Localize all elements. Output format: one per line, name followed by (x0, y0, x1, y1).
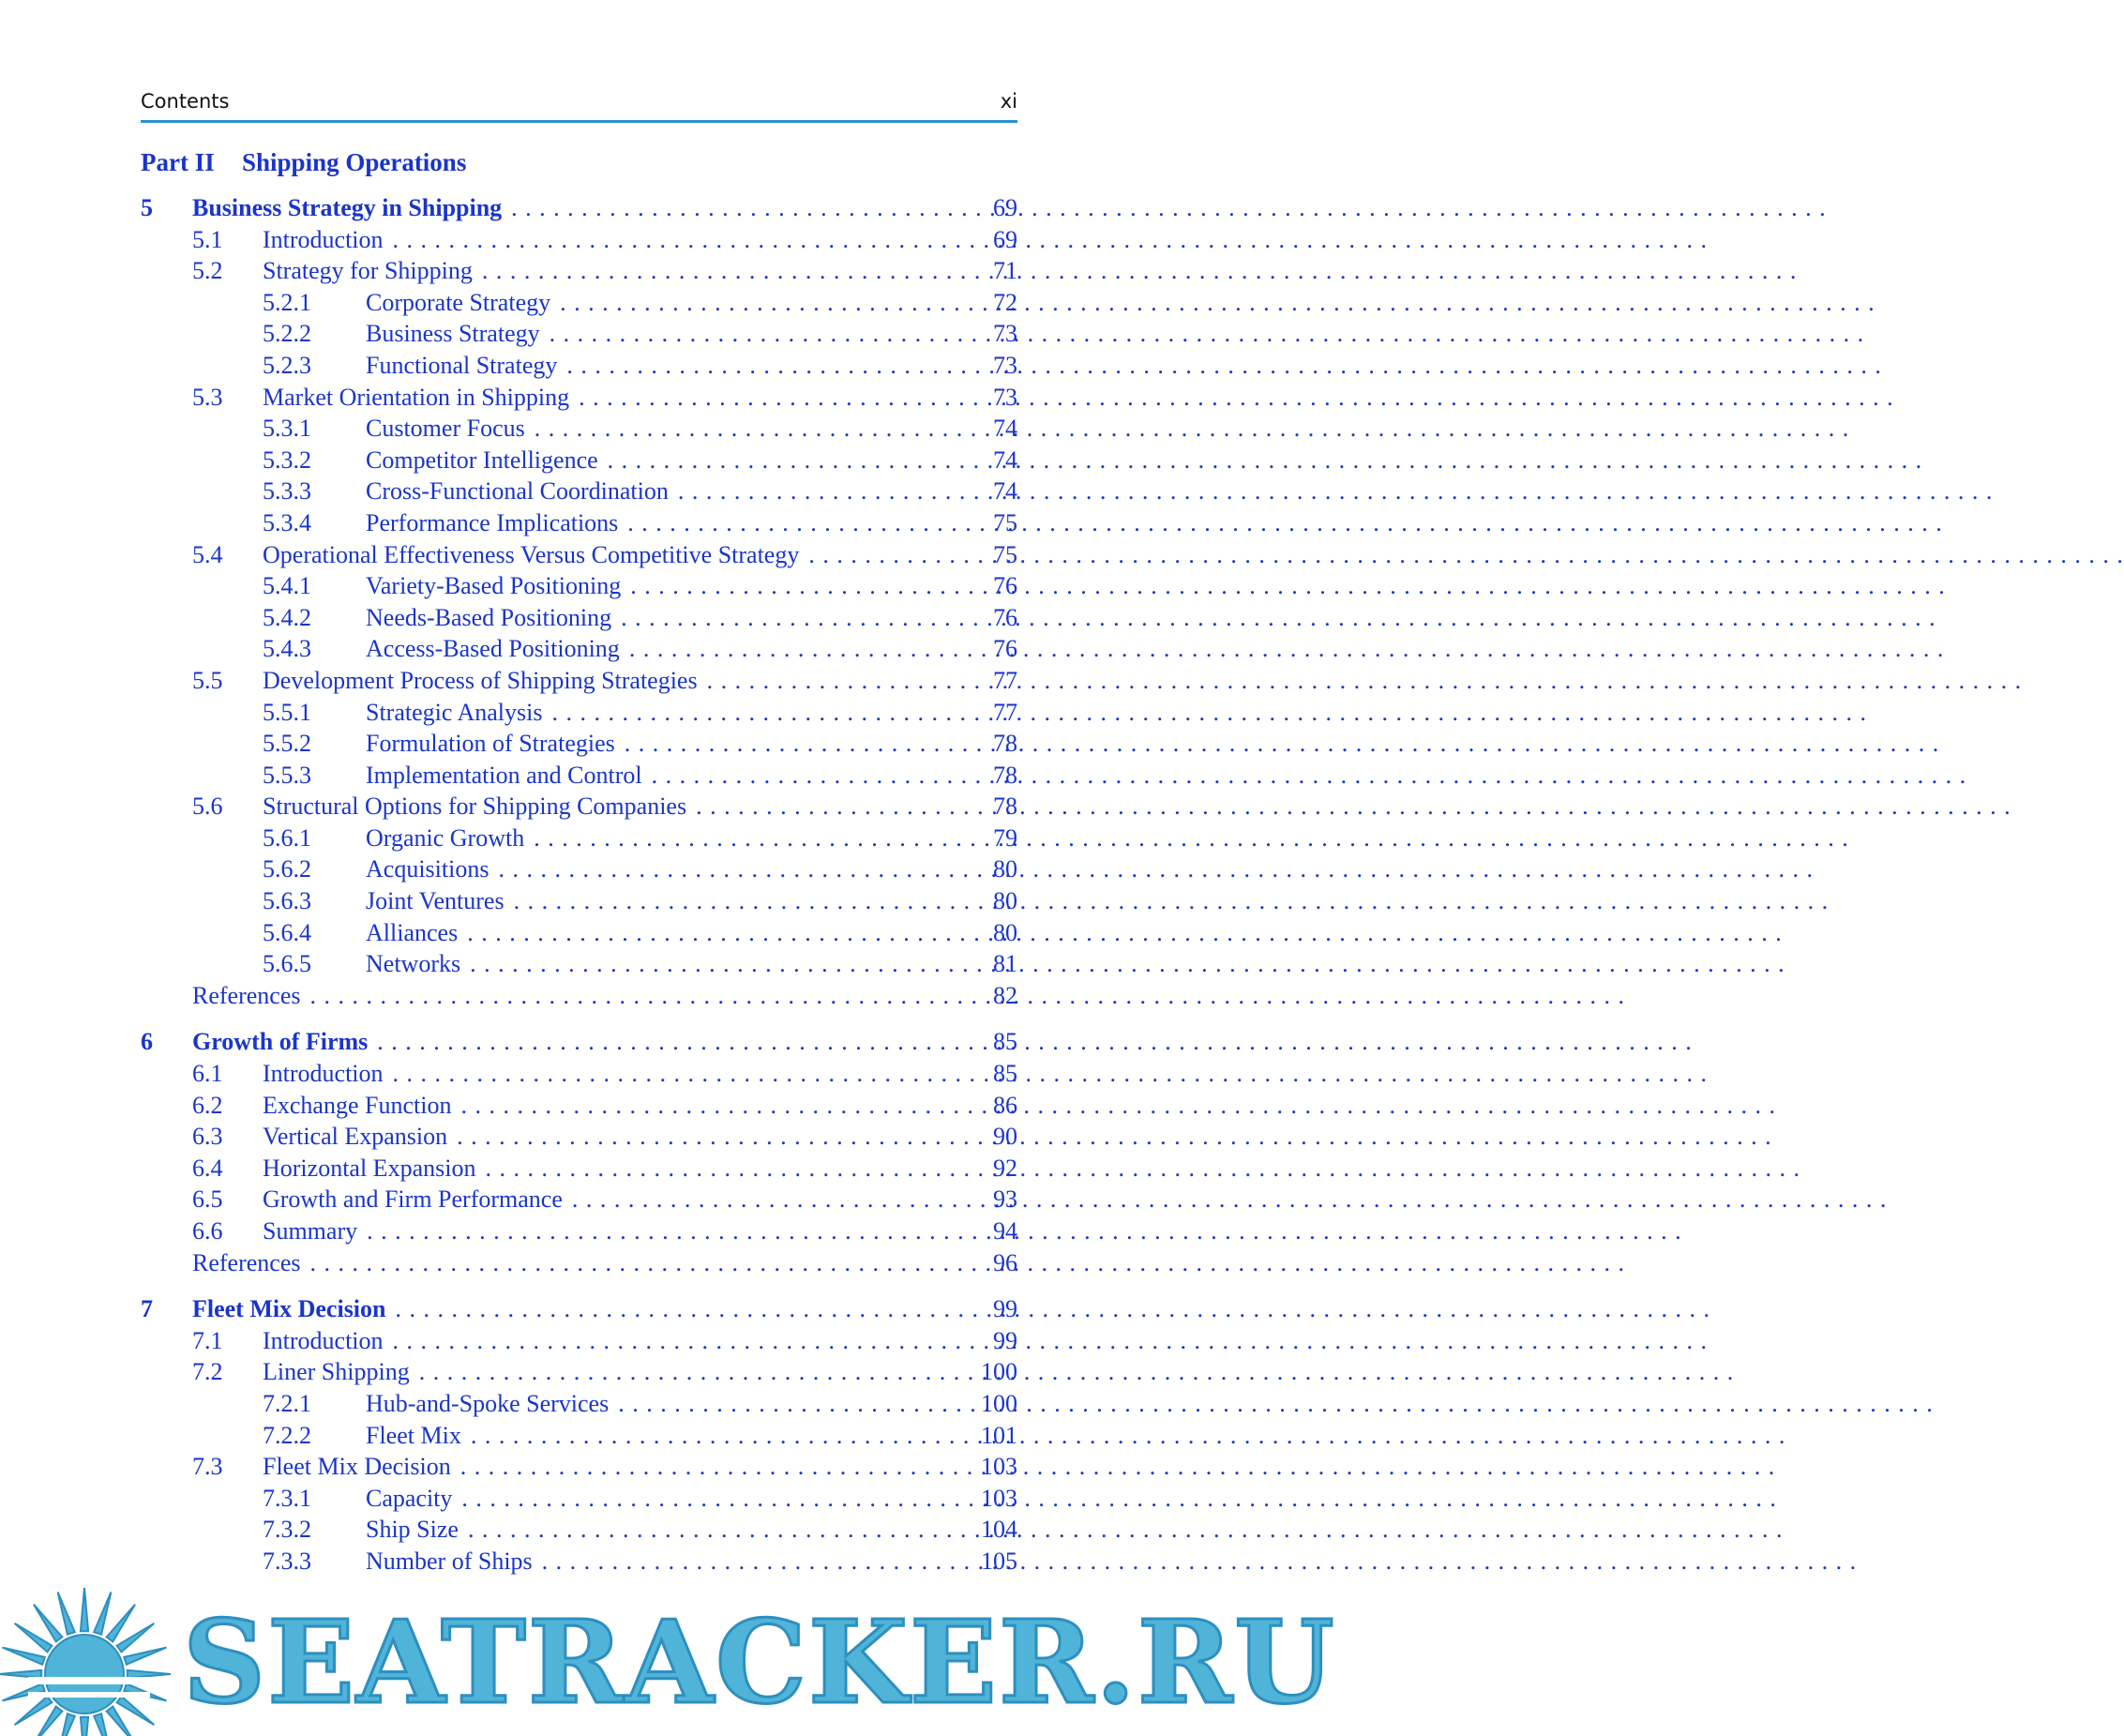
dot-leader (579, 382, 1894, 414)
toc-entry-title: Introduction (263, 1058, 393, 1090)
toc-entry-page: 76 (993, 603, 1017, 631)
dot-leader (367, 1215, 1682, 1247)
header-page-number: xi (1000, 90, 1017, 113)
toc-section-entry[interactable] (141, 570, 1017, 602)
toc-entry-number: 5.6.2 (263, 855, 311, 883)
sun-ray (94, 1713, 111, 1736)
sun-ray (58, 1593, 75, 1635)
toc-entry-title: References (192, 1247, 309, 1279)
toc-entry-number: 6.2 (192, 1091, 223, 1119)
toc-entry-leader (366, 697, 952, 729)
dot-leader (514, 885, 1830, 917)
toc-entry-leader (366, 476, 952, 507)
toc-section-entry[interactable] (141, 885, 1017, 917)
toc-chapter-entry[interactable] (141, 1293, 1017, 1325)
toc-entry-title: Growth and Firm Performance (263, 1184, 572, 1215)
toc-section-entry[interactable] (141, 760, 1017, 792)
toc-entry-page: 79 (993, 823, 1017, 852)
toc-section-entry[interactable] (141, 287, 1017, 319)
toc-entry-leader (192, 980, 952, 1012)
toc-entry-leader (263, 1356, 952, 1388)
toc-entry-leader (263, 539, 952, 571)
table-of-contents (141, 192, 1017, 1577)
toc-entry-page: 103 (981, 1453, 1017, 1481)
toc-entry-title: Introduction (263, 224, 393, 256)
toc-entry-leader (366, 885, 952, 917)
toc-entry-leader (263, 1184, 952, 1215)
toc-entry-title: Customer Focus (366, 413, 535, 445)
toc-section-entry[interactable] (141, 1451, 1017, 1483)
dot-leader (625, 728, 1940, 760)
toc-section-entry[interactable] (141, 1325, 1017, 1357)
toc-entry-number: 5.6 (192, 793, 223, 821)
toc-entry-number: 5.4.1 (263, 572, 311, 600)
toc-entry-number: 7.3.3 (263, 1547, 311, 1575)
toc-entry-title: Joint Ventures (366, 885, 514, 917)
sun-core (45, 1635, 124, 1713)
toc-entry-page: 99 (993, 1295, 1017, 1323)
toc-entry-number: 6.4 (192, 1154, 223, 1182)
toc-entry-title: Cross-Functional Coordination (366, 476, 678, 507)
toc-entry-number: 5.5.1 (263, 698, 311, 726)
dot-leader (471, 1420, 1786, 1452)
toc-entry-page: 71 (993, 257, 1017, 285)
toc-entry-leader (366, 633, 952, 665)
toc-entry-title: Vertical Expansion (263, 1121, 457, 1153)
toc-entry-leader (192, 1293, 952, 1325)
toc-entry-number: 7.3.2 (263, 1516, 311, 1544)
toc-entry-title: Horizontal Expansion (263, 1153, 485, 1185)
toc-entry-title: Organic Growth (366, 823, 534, 854)
toc-entry-leader (366, 287, 952, 319)
toc-entry-leader (263, 1058, 952, 1090)
dot-leader (393, 1058, 1709, 1090)
toc-entry-leader (366, 413, 952, 445)
toc-section-entry[interactable] (141, 476, 1017, 507)
sun-ray (15, 1623, 53, 1653)
toc-entry-leader (263, 1153, 952, 1185)
sun-ray (94, 1593, 111, 1635)
toc-section-entry[interactable] (141, 224, 1017, 256)
toc-entry-title: Liner Shipping (263, 1356, 419, 1388)
toc-entry-page: 73 (993, 320, 1017, 348)
dot-leader (535, 413, 1850, 445)
toc-entry-title: Fleet Mix Decision (192, 1293, 396, 1325)
toc-entry-title: Competitor Intelligence (366, 445, 608, 476)
toc-entry-number: 5.3.4 (263, 508, 311, 536)
toc-entry-title: Structural Options for Shipping Companies (263, 791, 696, 823)
dot-leader (572, 1184, 1888, 1215)
toc-section-entry[interactable] (141, 1184, 1017, 1215)
toc-entry-number: 5.2.1 (263, 288, 311, 316)
toc-entry-page: 94 (993, 1217, 1017, 1245)
toc-section-entry[interactable] (141, 602, 1017, 634)
dot-leader (393, 1325, 1709, 1357)
dot-leader (470, 948, 1785, 980)
toc-entry-number: 6.5 (192, 1185, 223, 1214)
toc-entry-page: 74 (993, 445, 1017, 474)
toc-references-entry[interactable] (141, 980, 1017, 1012)
toc-chapter-entry[interactable] (141, 192, 1017, 224)
toc-entry-number: 5.4.3 (263, 635, 311, 663)
toc-entry-leader (263, 224, 952, 256)
toc-entry-number: 5.6.3 (263, 887, 311, 915)
toc-entry-title: Strategic Analysis (366, 697, 551, 729)
toc-section-entry[interactable] (141, 665, 1017, 697)
toc-entry-leader (366, 570, 952, 602)
toc-chapter-entry[interactable] (141, 1026, 1017, 1058)
toc-entry-number: 5.3.3 (263, 477, 311, 506)
toc-entry-leader (366, 823, 952, 854)
toc-entry-page: 76 (993, 572, 1017, 600)
toc-section-entry[interactable] (141, 1356, 1017, 1388)
toc-entry-leader (366, 318, 952, 350)
dot-leader (309, 1247, 1625, 1279)
toc-entry-page: 85 (993, 1028, 1017, 1056)
toc-entry-number: 5.1 (192, 225, 223, 253)
toc-section-entry[interactable] (141, 539, 1017, 571)
toc-entry-page: 92 (993, 1154, 1017, 1182)
logo-horizon (28, 1677, 150, 1684)
dot-leader (534, 823, 1849, 854)
toc-entry-page: 85 (993, 1060, 1017, 1088)
toc-entry-title: Formulation of Strategies (366, 728, 625, 760)
toc-entry-page: 69 (993, 194, 1017, 221)
toc-entry-leader (192, 192, 952, 224)
toc-section-entry[interactable] (141, 917, 1017, 949)
toc-entry-page: 80 (993, 918, 1017, 946)
toc-entry-number: 5.2.3 (263, 351, 311, 379)
toc-section-entry[interactable] (141, 697, 1017, 729)
dot-leader (457, 1121, 1772, 1153)
toc-section-entry[interactable] (141, 1388, 1017, 1420)
toc-entry-leader (263, 1090, 952, 1122)
toc-entry-number: 7 (141, 1295, 153, 1323)
toc-section-entry[interactable] (141, 1546, 1017, 1577)
toc-entry-leader (263, 1325, 952, 1357)
dot-leader (485, 1153, 1800, 1185)
toc-section-entry[interactable] (141, 1058, 1017, 1090)
toc-entry-leader (263, 1121, 952, 1153)
toc-entry-number: 5.5 (192, 666, 223, 694)
toc-section-entry[interactable] (141, 1420, 1017, 1452)
dot-leader (460, 1090, 1776, 1122)
toc-entry-page: 74 (993, 415, 1017, 443)
dot-leader (696, 791, 2011, 823)
toc-section-entry[interactable] (141, 1121, 1017, 1153)
toc-entry-title: Business Strategy in Shipping (192, 192, 511, 224)
dot-leader (468, 1514, 1784, 1546)
toc-entry-leader (366, 1514, 952, 1546)
toc-entry-page: 101 (981, 1421, 1017, 1449)
toc-entry-number: 7.1 (192, 1326, 223, 1354)
toc-entry-page: 73 (993, 383, 1017, 411)
toc-section-entry[interactable] (141, 507, 1017, 539)
toc-section-entry[interactable] (141, 413, 1017, 445)
dot-leader (460, 1451, 1776, 1483)
toc-entry-number: 5.3.1 (263, 415, 311, 443)
sun-ray (34, 1605, 63, 1642)
toc-section-entry[interactable] (141, 445, 1017, 476)
toc-entry-title: Growth of Firms (192, 1026, 377, 1058)
toc-entry-page: 100 (981, 1358, 1017, 1386)
toc-entry-title: Ship Size (366, 1514, 468, 1546)
toc-entry-page: 77 (993, 666, 1017, 694)
toc-entry-leader (366, 728, 952, 760)
toc-entry-title: Operational Effectiveness Versus Competitive Strategy (263, 539, 808, 571)
toc-entry-title: Number of Ships (366, 1546, 542, 1577)
toc-entry-number: 6.1 (192, 1060, 223, 1088)
sun-ray (128, 1670, 171, 1678)
toc-entry-title: Strategy for Shipping (263, 255, 482, 287)
sun-ray (107, 1605, 136, 1642)
part-heading (141, 148, 466, 177)
toc-section-entry[interactable] (141, 255, 1017, 287)
dot-leader (498, 853, 1814, 885)
sun-ray (81, 1717, 88, 1736)
toc-entry-title: Acquisitions (366, 853, 498, 885)
toc-entry-leader (192, 1026, 952, 1058)
toc-entry-number: 5.3.2 (263, 445, 311, 474)
dot-leader (627, 507, 1943, 539)
dot-leader (461, 1483, 1777, 1515)
toc-entry-page: 100 (981, 1389, 1017, 1417)
toc-entry-number: 6.6 (192, 1217, 223, 1245)
toc-entry-leader (366, 602, 952, 634)
toc-entry-title: Fleet Mix Decision (263, 1451, 460, 1483)
toc-entry-number: 5.6.4 (263, 918, 311, 946)
toc-section-entry[interactable] (141, 823, 1017, 854)
dot-leader (467, 917, 1783, 949)
toc-entry-title: Variety-Based Positioning (366, 570, 630, 602)
toc-entry-leader (366, 350, 952, 382)
toc-entry-page: 93 (993, 1185, 1017, 1214)
toc-section-entry[interactable] (141, 1514, 1017, 1546)
toc-section-entry[interactable] (141, 1090, 1017, 1122)
toc-entry-leader (366, 948, 952, 980)
toc-entry-leader (366, 507, 952, 539)
sun-ray (0, 1670, 41, 1678)
toc-entry-page: 78 (993, 793, 1017, 821)
toc-entry-page: 78 (993, 730, 1017, 758)
toc-section-entry[interactable] (141, 728, 1017, 760)
toc-entry-leader (263, 791, 952, 823)
dot-leader (396, 1293, 1711, 1325)
toc-section-entry[interactable] (141, 791, 1017, 823)
toc-entry-leader (366, 1388, 952, 1420)
toc-section-entry[interactable] (141, 1153, 1017, 1185)
toc-entry-leader (366, 1420, 952, 1452)
toc-entry-number: 7.2.2 (263, 1421, 311, 1449)
toc-entry-page: 75 (993, 540, 1017, 568)
dot-leader (542, 1546, 1858, 1577)
toc-entry-number: 5.4.2 (263, 603, 311, 631)
dot-leader (482, 255, 1798, 287)
toc-entry-title: Implementation and Control (366, 760, 652, 792)
toc-entry-leader (192, 1247, 952, 1279)
dot-leader (550, 318, 1865, 350)
toc-references-entry[interactable] (141, 1247, 1017, 1279)
toc-entry-page: 73 (993, 351, 1017, 379)
toc-entry-title: Functional Strategy (366, 350, 566, 382)
sun-ray (124, 1648, 166, 1665)
dot-leader (608, 445, 1923, 476)
sun-ray (58, 1713, 75, 1736)
toc-entry-leader (366, 760, 952, 792)
toc-entry-page: 80 (993, 855, 1017, 883)
toc-entry-leader (366, 1546, 952, 1577)
toc-entry-title: Access-Based Positioning (366, 633, 629, 665)
dot-leader (551, 697, 1867, 729)
toc-entry-number: 7.3.1 (263, 1484, 311, 1512)
sun-ray (117, 1697, 155, 1726)
toc-section-entry[interactable] (141, 633, 1017, 665)
toc-entry-page: 86 (993, 1091, 1017, 1119)
toc-entry-number: 5 (141, 194, 153, 221)
part-label: Part II (141, 148, 215, 176)
toc-section-entry[interactable] (141, 1483, 1017, 1515)
dot-leader (629, 633, 1945, 665)
sun-ray (81, 1588, 88, 1631)
dot-leader (560, 287, 1875, 319)
toc-entry-number: 5.6.1 (263, 823, 311, 852)
toc-entry-number: 5.5.2 (263, 730, 311, 758)
toc-entry-title: Introduction (263, 1325, 393, 1357)
dot-leader (652, 760, 1967, 792)
part-title: Shipping Operations (242, 148, 467, 176)
toc-entry-number: 6.3 (192, 1123, 223, 1151)
toc-entry-page: 90 (993, 1123, 1017, 1151)
toc-entry-page: 75 (993, 508, 1017, 536)
dot-leader (621, 602, 1936, 634)
toc-entry-page: 105 (981, 1547, 1017, 1575)
toc-section-entry[interactable] (141, 1215, 1017, 1247)
toc-entry-title: References (192, 980, 309, 1012)
toc-entry-number: 5.2 (192, 257, 223, 285)
sun-ray (3, 1648, 45, 1665)
toc-section-entry[interactable] (141, 382, 1017, 414)
toc-entry-title: Corporate Strategy (366, 287, 560, 319)
toc-entry-number: 5.3 (192, 383, 223, 411)
toc-entry-leader (263, 665, 952, 697)
dot-leader (707, 665, 2023, 697)
toc-entry-number: 7.3 (192, 1453, 223, 1481)
toc-entry-leader (366, 917, 952, 949)
watermark-text: SEATRACKER.RU (183, 1594, 1336, 1729)
toc-entry-page: 72 (993, 288, 1017, 316)
toc-entry-page: 78 (993, 761, 1017, 789)
dot-leader (419, 1356, 1735, 1388)
dot-leader (630, 570, 1946, 602)
toc-entry-number: 7.2.1 (263, 1389, 311, 1417)
toc-entry-title: Needs-Based Positioning (366, 602, 621, 634)
toc-entry-title: Performance Implications (366, 507, 627, 539)
header-section-title: Contents (141, 90, 230, 113)
toc-entry-title: Alliances (366, 917, 467, 949)
toc-entry-page: 103 (981, 1484, 1017, 1512)
logo-horizon-2 (28, 1692, 150, 1698)
toc-section-entry[interactable] (141, 853, 1017, 885)
dot-leader (618, 1388, 1934, 1420)
toc-entry-number: 6 (141, 1028, 153, 1056)
toc-entry-page: 99 (993, 1326, 1017, 1354)
running-header (141, 86, 1017, 123)
dot-leader (511, 192, 1827, 224)
toc-entry-page: 76 (993, 635, 1017, 663)
toc-entry-leader (366, 853, 952, 885)
toc-entry-number: 5.4 (192, 540, 223, 568)
toc-entry-title: Summary (263, 1215, 367, 1247)
toc-entry-page: 69 (993, 225, 1017, 253)
toc-entry-leader (366, 445, 952, 476)
toc-entry-leader (263, 382, 952, 414)
dot-leader (393, 224, 1709, 256)
toc-entry-leader (263, 1215, 952, 1247)
toc-entry-page: 77 (993, 698, 1017, 726)
toc-entry-title: Hub-and-Spoke Services (366, 1388, 618, 1420)
toc-entry-title: Development Process of Shipping Strategies (263, 665, 707, 697)
dot-leader (377, 1026, 1693, 1058)
dot-leader (678, 476, 1994, 507)
toc-entry-title: Networks (366, 948, 470, 980)
toc-section-entry[interactable] (141, 948, 1017, 980)
sun-ray (117, 1623, 155, 1653)
dot-leader (309, 980, 1625, 1012)
toc-entry-page: 96 (993, 1248, 1017, 1276)
toc-entry-page: 82 (993, 981, 1017, 1009)
toc-entry-number: 7.2 (192, 1358, 223, 1386)
sun-ray (15, 1697, 53, 1726)
toc-section-entry[interactable] (141, 350, 1017, 382)
toc-entry-leader (263, 255, 952, 287)
toc-entry-page: 74 (993, 477, 1017, 506)
toc-entry-title: Capacity (366, 1483, 461, 1515)
dot-leader (566, 350, 1882, 382)
toc-entry-title: Exchange Function (263, 1090, 460, 1122)
toc-entry-title: Fleet Mix (366, 1420, 471, 1452)
toc-entry-leader (366, 1483, 952, 1515)
toc-entry-title: Business Strategy (366, 318, 550, 350)
toc-entry-number: 5.5.3 (263, 761, 311, 789)
toc-entry-page: 81 (993, 950, 1017, 978)
toc-entry-leader (263, 1451, 952, 1483)
toc-entry-title: Market Orientation in Shipping (263, 382, 579, 414)
toc-entry-number: 5.6.5 (263, 950, 311, 978)
toc-entry-number: 5.2.2 (263, 320, 311, 348)
toc-entry-page: 104 (981, 1516, 1017, 1544)
toc-entry-page: 80 (993, 887, 1017, 915)
toc-section-entry[interactable] (141, 318, 1017, 350)
